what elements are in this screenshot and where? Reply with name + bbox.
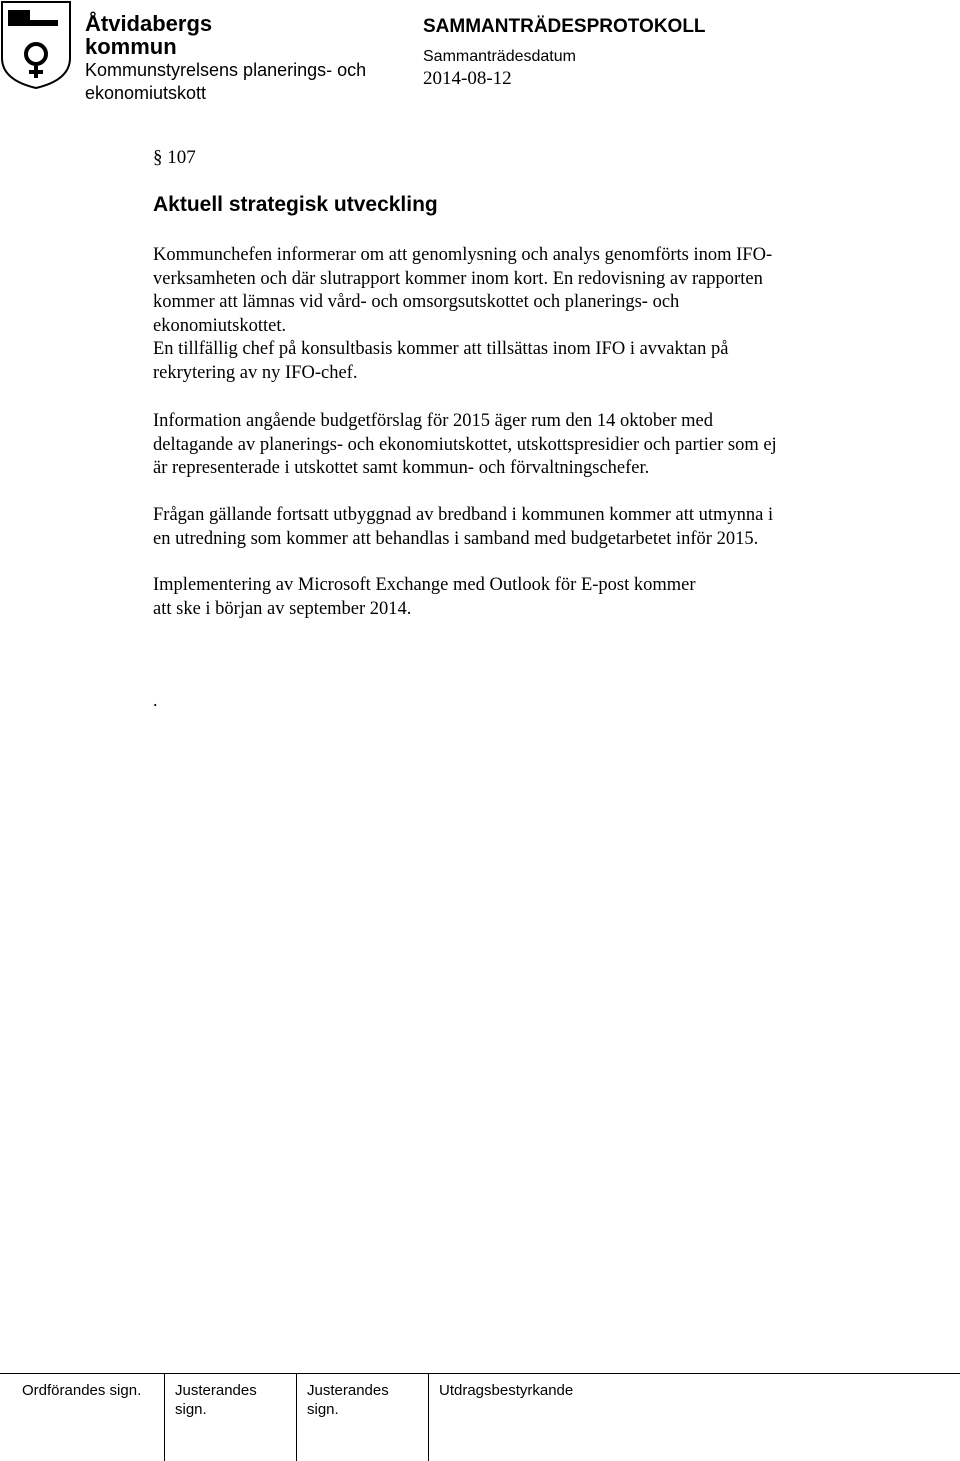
paragraph-line: En tillfällig chef på konsultbasis kommer att tillsättas inom IFO i avvaktan på: [153, 339, 729, 359]
paragraph-line: en utredning som kommer att behandlas i samband med budgetarbetet inför 2015.: [153, 528, 759, 549]
date-label: Sammanträdesdatum: [423, 48, 576, 65]
paragraph-3: [153, 504, 853, 551]
paragraph-line: Information angående budgetförslag för 2015 äger rum den 14 oktober med: [153, 411, 713, 431]
section-number: § 107: [153, 147, 196, 168]
paragraph-line: Kommunchefen informerar om att genomlysning och analys genomförts inom IFO-: [153, 245, 773, 265]
paragraph-line: kommer att lämnas vid vård- och omsorgsutskottet och planerings- och: [153, 292, 680, 312]
footer-label: Utdragsbestyrkande: [439, 1382, 574, 1399]
paragraph-line: deltagande av planerings- och ekonomiutskottet, utskottspresidier och partier som ej: [153, 434, 777, 455]
footer-adjuster-signature-2: [307, 1381, 389, 1419]
paragraph-line: Frågan gällande fortsatt utbyggnad av bredband i kommunen kommer att utmynna i: [153, 505, 774, 525]
department-line-2: ekonomiutskott: [85, 83, 207, 103]
paragraph-line: ekonomiutskottet.: [153, 315, 287, 336]
footer-divider: [0, 1373, 960, 1374]
paragraph-line: rekrytering av ny IFO-chef.: [153, 362, 358, 383]
footer-label: Justerandes: [175, 1382, 257, 1399]
meeting-date: 2014-08-12: [423, 68, 512, 89]
footer-label: Justerandes: [307, 1382, 389, 1399]
footer-label: sign.: [175, 1401, 207, 1418]
paragraph-4: [153, 574, 853, 621]
protocol-title: SAMMANTRÄDESPROTOKOLL: [423, 16, 706, 37]
footer-label: sign.: [307, 1401, 339, 1418]
department-line-1: Kommunstyrelsens planerings- och: [85, 60, 367, 80]
paragraph-line: är representerade i utskottet samt kommun- och förvaltningschefer.: [153, 458, 650, 478]
paragraph-2: [153, 410, 853, 481]
footer-extract-certification: [439, 1381, 573, 1400]
trailing-period: .: [153, 690, 158, 710]
municipality-logo-icon: [0, 0, 72, 90]
organization-block: [85, 12, 366, 104]
protocol-block: [423, 14, 706, 90]
footer-column-divider: [428, 1374, 429, 1461]
paragraph-1: [153, 244, 853, 385]
paragraph-line: verksamheten och där slutrapport kommer inom kort. En redovisning av rapporten: [153, 268, 763, 289]
footer-chair-signature: [22, 1381, 141, 1400]
footer-label: Ordförandes sign.: [22, 1382, 142, 1399]
footer-column-divider: [296, 1374, 297, 1461]
footer-column-divider: [164, 1374, 165, 1461]
paragraph-line: att ske i början av september 2014.: [153, 598, 412, 619]
paragraph-line: Implementering av Microsoft Exchange med Outlook för E-post kommer: [153, 575, 696, 595]
footer-adjuster-signature-1: [175, 1381, 257, 1419]
section-title: Aktuell strategisk utveckling: [153, 193, 438, 216]
org-name-line-2: kommun: [85, 34, 177, 59]
org-name-line-1: Åtvidabergs: [85, 11, 213, 36]
